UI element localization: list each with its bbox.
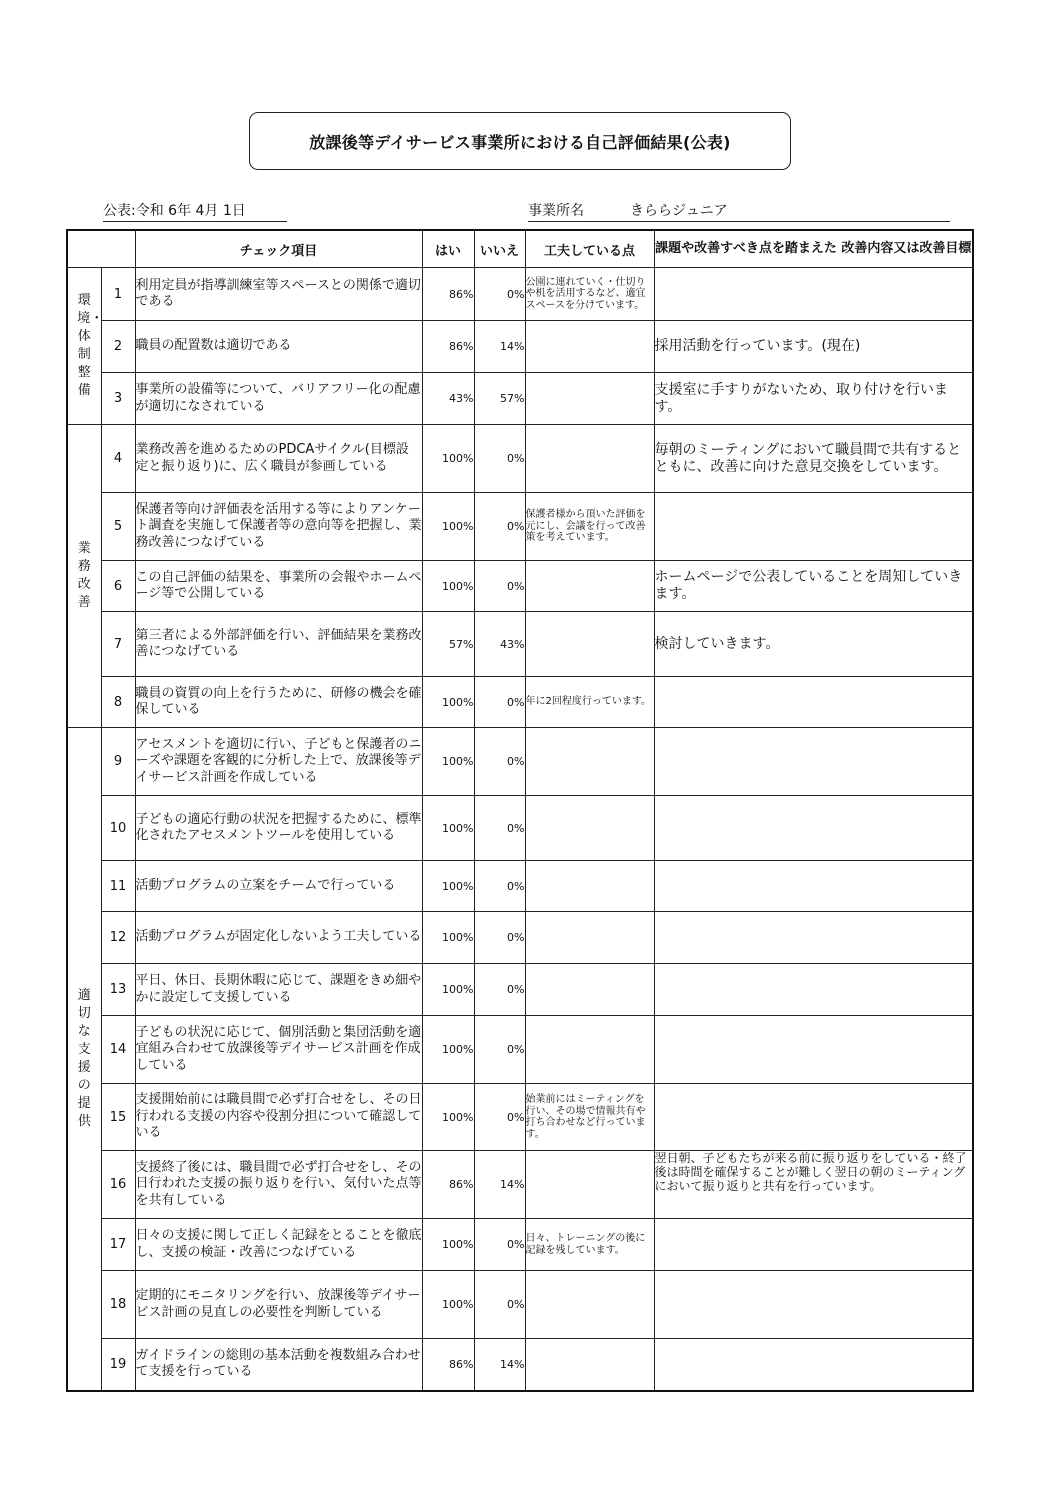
yes-percent: 100% (422, 1271, 474, 1339)
row-number: 8 (101, 677, 135, 728)
check-item: 活動プログラムの立案をチームで行っている (135, 861, 422, 912)
no-percent: 0% (474, 493, 525, 561)
effort-note (525, 796, 654, 861)
table-row (67, 1339, 973, 1391)
improvement-goal: 翌日朝、子どもたちが来る前に振り返りをしている・終了後は時間を確保することが難しく翌日の朝のミーティングにおいて振り返りと共有を行っています。 (654, 1151, 973, 1219)
no-percent: 0% (474, 1084, 525, 1151)
no-percent: 0% (474, 1016, 525, 1084)
effort-note (525, 1271, 654, 1339)
effort-note: 保護者様から頂いた評価を元にし、会議を行って改善策を考えています。 (525, 493, 654, 561)
improvement-goal: 毎朝のミーティングにおいて職員間で共有するとともに、改善に向けた意見交換をしています。 (654, 425, 973, 493)
row-number: 14 (101, 1016, 135, 1084)
category-environment (67, 268, 104, 425)
improvement-goal: 採用活動を行っています。(現在) (654, 321, 973, 373)
category-appropriate-support (67, 728, 101, 1391)
check-item: 利用定員が指導訓練室等スペースとの関係で適切である (135, 268, 422, 321)
no-percent: 0% (474, 425, 525, 493)
table-row (67, 1271, 973, 1339)
row-number: 6 (101, 561, 135, 612)
improvement-goal (654, 493, 973, 561)
no-percent: 14% (474, 1151, 525, 1219)
row-number: 16 (101, 1151, 135, 1219)
improvement-goal (654, 1339, 973, 1391)
no-percent: 0% (474, 796, 525, 861)
check-item: 支援終了後には、職員間で必ず打合せをし、その日行われた支援の振り返りを行い、気付いた点等を共有している (135, 1151, 422, 1219)
header-yes: はい (422, 230, 474, 268)
yes-percent: 43% (422, 373, 474, 425)
effort-note: 日々、トレーニングの後に記録を残しています。 (525, 1219, 654, 1271)
table-row (67, 561, 973, 612)
table-row (67, 321, 973, 373)
table-row (67, 1084, 973, 1151)
improvement-goal (654, 1219, 973, 1271)
header-row (67, 230, 973, 268)
check-item: 職員の配置数は適切である (135, 321, 422, 373)
yes-percent: 100% (422, 796, 474, 861)
effort-note (525, 425, 654, 493)
table-row (67, 425, 973, 493)
yes-percent: 100% (422, 964, 474, 1016)
header-goal: 課題や改善すべき点を踏まえた 改善内容又は改善目標 (654, 230, 973, 268)
yes-percent: 100% (422, 912, 474, 964)
improvement-goal (654, 1084, 973, 1151)
row-number: 11 (101, 861, 135, 912)
yes-percent: 86% (422, 268, 474, 321)
check-item: アセスメントを適切に行い、子どもと保護者のニーズや課題を客観的に分析した上で、放課後等デイサービス計画を作成している (135, 728, 422, 796)
improvement-goal (654, 1016, 973, 1084)
yes-percent: 100% (422, 493, 474, 561)
check-item: 保護者等向け評価表を活用する等によりアンケート調査を実施して保護者等の意向等を把握し、業務改善につなげている (135, 493, 422, 561)
no-percent: 43% (474, 612, 525, 677)
improvement-goal: 検討していきます。 (654, 612, 973, 677)
yes-percent: 86% (422, 1339, 474, 1391)
header-effort: 工夫している点 (525, 230, 654, 268)
yes-percent: 100% (422, 677, 474, 728)
effort-note: 年に2回程度行っています。 (525, 677, 654, 728)
row-number: 19 (101, 1339, 135, 1391)
no-percent: 0% (474, 677, 525, 728)
improvement-goal (654, 1271, 973, 1339)
row-number: 9 (101, 728, 135, 796)
office-label: 事業所名 (528, 203, 584, 219)
header-no: いいえ (474, 230, 525, 268)
check-item: 業務改善を進めるためのPDCAサイクル(目標設定と振り返り)に、広く職員が参画している (135, 425, 422, 493)
effort-note (525, 1339, 654, 1391)
effort-note (525, 728, 654, 796)
header-blank (67, 230, 135, 268)
effort-note (525, 561, 654, 612)
check-item: 職員の資質の向上を行うために、研修の機会を確保している (135, 677, 422, 728)
header-check-item: チェック項目 (135, 230, 422, 268)
effort-note (525, 612, 654, 677)
effort-note (525, 373, 654, 425)
table-row (67, 493, 973, 561)
effort-note: 始業前にはミーティングを行い、その場で情報共有や打ち合わせなど行っています。 (525, 1084, 654, 1151)
row-number: 3 (101, 373, 135, 425)
yes-percent: 100% (422, 561, 474, 612)
table-row (67, 964, 973, 1016)
row-number: 12 (101, 912, 135, 964)
yes-percent: 57% (422, 612, 474, 677)
effort-note (525, 861, 654, 912)
no-percent: 0% (474, 912, 525, 964)
row-number: 10 (101, 796, 135, 861)
category-label: 適切な支援の提供 (77, 987, 91, 1129)
office-info (528, 200, 950, 222)
table-row (67, 861, 973, 912)
category-label: 業務改善 (77, 541, 91, 610)
no-percent: 0% (474, 964, 525, 1016)
yes-percent: 100% (422, 1084, 474, 1151)
check-item: 子どもの適応行動の状況を把握するために、標準化されたアセスメントツールを使用している (135, 796, 422, 861)
table-row (67, 1219, 973, 1271)
row-number: 18 (101, 1271, 135, 1339)
row-number: 7 (101, 612, 135, 677)
effort-note (525, 1151, 654, 1219)
category-label: 環境・体制整備 (77, 293, 104, 398)
row-number: 5 (101, 493, 135, 561)
check-item: この自己評価の結果を、事業所の会報やホームページ等で公開している (135, 561, 422, 612)
no-percent: 14% (474, 321, 525, 373)
table-row (67, 728, 973, 796)
check-item: 第三者による外部評価を行い、評価結果を業務改善につなげている (135, 612, 422, 677)
check-item: 事業所の設備等について、バリアフリー化の配慮が適切になされている (135, 373, 422, 425)
improvement-goal (654, 861, 973, 912)
yes-percent: 100% (422, 861, 474, 912)
check-item: 活動プログラムが固定化しないよう工夫している (135, 912, 422, 964)
improvement-goal: 支援室に手すりがないため、取り付けを行います。 (654, 373, 973, 425)
row-number: 4 (101, 425, 135, 493)
category-business-improvement (67, 425, 101, 728)
improvement-goal (654, 912, 973, 964)
yes-percent: 86% (422, 321, 474, 373)
no-percent: 57% (474, 373, 525, 425)
check-item: 子どもの状況に応じて、個別活動と集団活動を適宜組み合わせて放課後等デイサービス計画を作成している (135, 1016, 422, 1084)
row-number: 1 (101, 268, 135, 321)
improvement-goal (654, 728, 973, 796)
row-number: 17 (101, 1219, 135, 1271)
effort-note: 公園に連れていく・仕切りや机を活用するなど、適宜スペースを分けています。 (525, 268, 654, 321)
yes-percent: 100% (422, 1016, 474, 1084)
table-row (67, 268, 973, 321)
check-item: 定期的にモニタリングを行い、放課後等デイサービス計画の見直しの必要性を判断している (135, 1271, 422, 1339)
improvement-goal (654, 964, 973, 1016)
improvement-goal (654, 268, 973, 321)
improvement-goal (654, 796, 973, 861)
table-row (67, 373, 973, 425)
no-percent: 0% (474, 561, 525, 612)
no-percent: 14% (474, 1339, 525, 1391)
evaluation-table (66, 229, 974, 1392)
row-number: 2 (101, 321, 135, 373)
effort-note (525, 1016, 654, 1084)
improvement-goal: ホームページで公表していることを周知していきます。 (654, 561, 973, 612)
no-percent: 0% (474, 268, 525, 321)
yes-percent: 86% (422, 1151, 474, 1219)
check-item: 平日、休日、長期休暇に応じて、課題をきめ細やかに設定して支援している (135, 964, 422, 1016)
row-number: 15 (101, 1084, 135, 1151)
no-percent: 0% (474, 728, 525, 796)
yes-percent: 100% (422, 728, 474, 796)
no-percent: 0% (474, 1219, 525, 1271)
effort-note (525, 964, 654, 1016)
published-date: 公表:令和 6年 4月 1日 (103, 200, 287, 222)
table-row (67, 912, 973, 964)
table-row (67, 1151, 973, 1219)
no-percent: 0% (474, 861, 525, 912)
check-item: 支援開始前には職員間で必ず打合せをし、その日行われる支援の内容や役割分担について確認している (135, 1084, 422, 1151)
yes-percent: 100% (422, 425, 474, 493)
check-item: ガイドラインの総則の基本活動を複数組み合わせて支援を行っている (135, 1339, 422, 1391)
table-row (67, 1016, 973, 1084)
check-item: 日々の支援に関して正しく記録をとることを徹底し、支援の検証・改善につなげている (135, 1219, 422, 1271)
no-percent: 0% (474, 1271, 525, 1339)
improvement-goal (654, 677, 973, 728)
effort-note (525, 321, 654, 373)
row-number: 13 (101, 964, 135, 1016)
effort-note (525, 912, 654, 964)
office-name: きららジュニア (630, 203, 728, 219)
table-row (67, 796, 973, 861)
table-row (67, 677, 973, 728)
yes-percent: 100% (422, 1219, 474, 1271)
table-row (67, 612, 973, 677)
document-title: 放課後等デイサービス事業所における自己評価結果(公表) (249, 112, 791, 170)
